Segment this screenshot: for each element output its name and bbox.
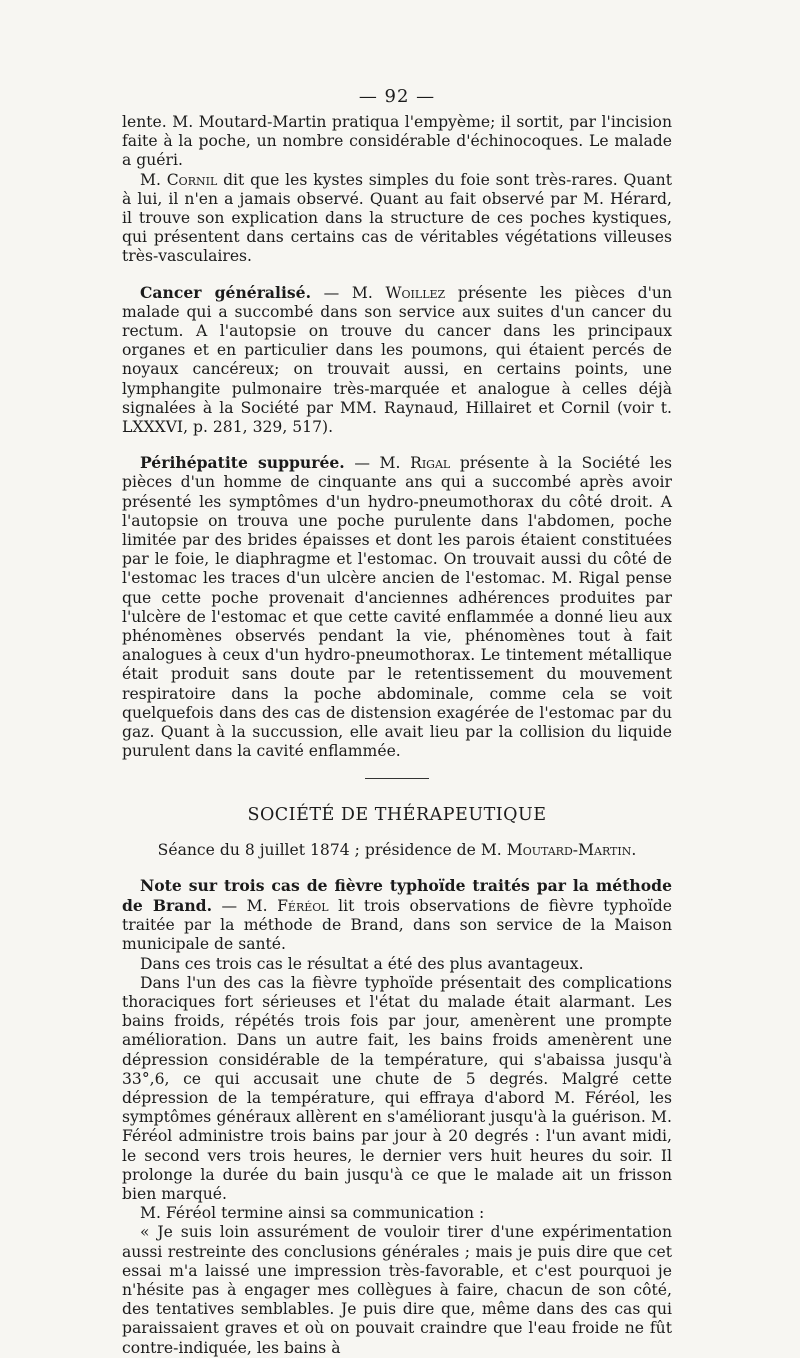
dash: — M. xyxy=(212,896,278,915)
paragraph: « Je suis loin assurément de vouloir tirer d'une expérimentation aussi restreinte des conclusions générales ; mais je puis dire que cet essai m'a laissé une impression très-favorable, et c'est pourquoi je n'hésite pas à engager mes collègues à faire, chacun de son côté, des tentatives semblables. Je puis dire que, même dans des cas qui paraissaient graves et où on pouvait craindre que l'eau froide ne fût contre-indiquée, les bains à xyxy=(122,1223,672,1357)
section-text: présente à la Société les pièces d'un homme de cinquante ans qui a succombé après avoir présenté les symptômes d'un hydro-pneumothorax du côté droit. A l'autopsie on trouva une poche purulente dans l'abdomen, poche limitée par des brides épaisses et dont les parois étaient constituées par le foie, le diaphragme et l'estomac. On trouvait aussi du côté de l'estomac les traces d'un ulcère ancien de l'estomac. M. Rigal pense que cette poche provenait d'anciennes adhérences produites par l'ulcère de l'estomac et que cette cavité enflammée a donné lieu aux phénomènes observés pendant la vie, phénomènes tout à fait analogues à ceux d'un hydro-pneumothorax. Le tintement métallique était produit sans doute par le retentissement du mouvement respiratoire dans la poche abdominale, comme cela se voit quelquefois dans des cas de distension exagérée de l'estomac par du gaz. Quant à la succussion, elle avait lieu par la collision du liquide purulent dans la cavité enflammée. xyxy=(122,454,673,761)
paragraph: Dans ces trois cas le résultat a été des plus avantageux. xyxy=(140,954,584,973)
seance-line: Séance du 8 juillet 1874 ; présidence de M. Moutard-Martin. xyxy=(157,840,637,859)
author-name: M. Cornil xyxy=(140,170,218,189)
section-cancer xyxy=(122,283,672,438)
section-title: Note sur trois cas de fièvre typhoïde traités par la méthode de Brand. xyxy=(122,875,672,915)
section-title: Périhépatite suppurée. xyxy=(140,453,345,473)
president-name: Moutard-Martin xyxy=(506,840,632,859)
section-text: présente les pièces d'un malade qui a succombé dans son service aux suites d'un cancer du rectum. A l'autopsie on trouve du cancer dans les principaux organes et en particulier dans les poumons, qui étaient percés de noyaux cancéreux; on trouvait aussi, en certains points, une lymphangite pulmonaire très-marquée et analogue à celles déjà signalées à la Société par MM. Raynaud, Hillairet et Cornil (voir t. LXXXVI, p. 281, 329, 517). xyxy=(122,283,672,437)
section-text: lit trois observations de fièvre typhoïde traitée par la méthode de Brand, dans son service de la Maison municipale de santé. xyxy=(122,896,672,954)
dash: — M. xyxy=(344,454,411,473)
paragraph-text: dit que les kystes simples du foie sont très-rares. Quant à lui, il n'en a jamais observé. Quant au fait observé par M. Hérard, il trouve son explication dans la structure de ces poches kystiques, qui présentent dans certains cas de véritables végétations villeuses très-vasculaires. xyxy=(122,170,672,266)
dash: — M. xyxy=(311,283,386,302)
section-note-brand xyxy=(122,876,672,955)
society-heading: SOCIÉTÉ DE THÉRAPEUTIQUE xyxy=(247,804,547,825)
author-name: Woillez xyxy=(385,283,446,302)
paragraph: M. Féréol termine ainsi sa communication : xyxy=(140,1204,485,1223)
author-name: Rigal xyxy=(410,454,451,473)
paragraph-cornil xyxy=(122,171,672,267)
seance-text: Séance du 8 juillet 1874 ; présidence de M. xyxy=(157,840,507,859)
separator-rule xyxy=(365,778,429,779)
paragraph-continued: lente. M. Moutard-Martin pratiqua l'empyème; il sortit, par l'incision faite à la poche, un nombre considérable d'échinocoques. Le malade a guéri. xyxy=(122,113,672,170)
section-title: Cancer généralisé. xyxy=(140,282,311,302)
author-name: Féréol xyxy=(277,896,329,915)
paragraph: Dans l'un des cas la fièvre typhoïde présentait des complications thoraciques fort sérieuses et l'état du malade était alarmant. Les bains froids, répétés trois fois par jour, amenèrent une prompte amélioration. Dans un autre fait, les bains froids amenèrent une dépression considérable de la température, qui s'abaissa jusqu'à 33°,6, ce qui accusait une chute de 5 degrés. Malgré cette dépression de la température, qui effraya d'abord M. Féréol, les symptômes généraux allèrent en s'améliorant jusqu'à la guérison. M. Féréol administre trois bains par jour à 20 degrés : l'un avant midi, le second vers trois heures, le dernier vers huit heures du soir. Il prolonge la durée du bain jusqu'à ce que le malade ait un frisson bien marqué. xyxy=(122,973,672,1203)
section-perihepatite xyxy=(122,453,672,761)
page-number: — 92 — xyxy=(358,86,436,107)
